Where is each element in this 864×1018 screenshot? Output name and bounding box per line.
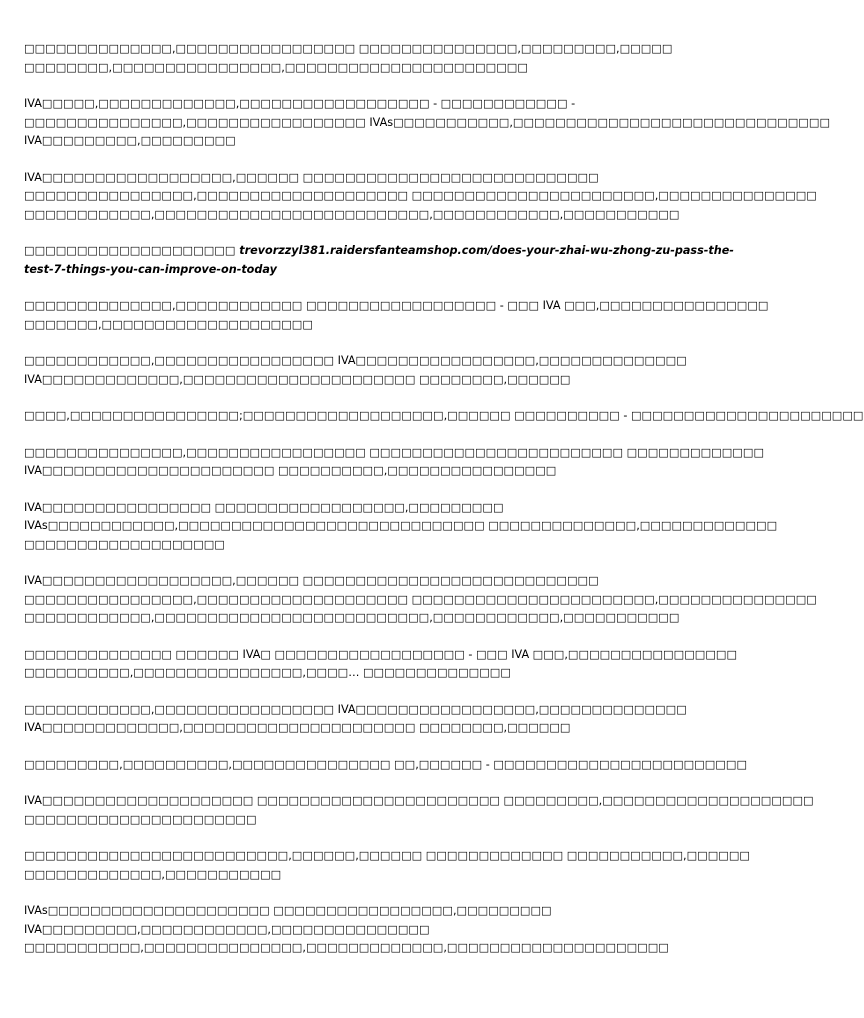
paragraph-line: □□□□□□□□□□□□□□□,□□□□□□□□□□□□□□□□□ □□□□□□□□□□□□□□□□□□□□□□□□ □□□□□□□□□□□□□ <box>24 445 765 459</box>
paragraph-line: □□□□□□□□□□□□□□□,□□□□□□□□□□□□□□□□□ IVAs□□□□□□□□□□□,□□□□□□□□□□□□□□□□□□□□□□□□□□□□□□ <box>24 115 831 129</box>
paragraph-line[interactable]: □□□□□□□□□□□□□□□□□□□□ trevorzzyl381.raidersfanteamshop.com/does-your-zhai-wu-zhong-zu-pass-the- <box>24 244 734 257</box>
text-paragraph <box>24 169 817 225</box>
paragraph-line: □□□□□□□□□□□□□□ □□□□□□ IVA□ □□□□□□□□□□□□□□□□□□ - □□□ IVA □□□,□□□□□□□□□□□□□□□□ <box>24 647 738 661</box>
paragraph-line: IVA□□□□□,□□□□□□□□□□□□□,□□□□□□□□□□□□□□□□□□ - □□□□□□□□□□□□ - <box>24 97 576 110</box>
link-paragraph <box>24 242 734 279</box>
text-paragraph <box>24 572 817 628</box>
paragraph-line: □□□□□□□□□□□□□□□□□□□□□□□□□,□□□□□□,□□□□□□ □□□□□□□□□□□□□ □□□□□□□□□□□,□□□□□□ <box>24 849 750 862</box>
paragraph-line: IVAs□□□□□□□□□□□□,□□□□□□□□□□□□□□□□□□□□□□□□□□□□□ □□□□□□□□□□□□□□,□□□□□□□□□□□□□ <box>24 519 778 532</box>
paragraph-line: IVA□□□□□□□□□□□□□□□□ □□□□□□□□□□□□□□□□□□,□□□□□□□□□ <box>24 500 504 514</box>
paragraph-line: □□□□□□□□□□□□,□□□□□□□□□□□□□□□□□ IVA□□□□□□□□□□□□□□□□□,□□□□□□□□□□□□□□ <box>24 702 687 716</box>
article-body <box>24 40 864 976</box>
paragraph-line: IVA□□□□□□□□□,□□□□□□□□□ <box>24 134 236 147</box>
paragraph-line: □□□□□□□□□□□□□,□□□□□□□□□□□ <box>24 867 282 881</box>
paragraph-line: □□□□□□□□□□□□□□□□,□□□□□□□□□□□□□□□□□□□□ □□□□□□□□□□□□□□□□□□□□□□□,□□□□□□□□□□□□□□□ <box>24 189 817 202</box>
paragraph-line: IVA□□□□□□□□□□□□□,□□□□□□□□□□□□□□□□□□□□□□ □□□□□□□□,□□□□□□ <box>24 721 571 734</box>
paragraph-line: □□□□□□□□□□□,□□□□□□□□□□□□□□□,□□□□□□□□□□□□□,□□□□□□□□□□□□□□□□□□□□□ <box>24 941 669 954</box>
text-paragraph <box>24 847 750 884</box>
paragraph-line: IVA□□□□□□□□□□□□□□□□□□,□□□□□□ □□□□□□□□□□□□□□□□□□□□□□□□□□□□ <box>24 574 599 587</box>
text-paragraph <box>24 792 814 829</box>
text-paragraph <box>24 40 688 77</box>
paragraph-line: □□□□□□□□□,□□□□□□□□□□,□□□□□□□□□□□□□□□ □□,□□□□□□ - □□□□□□□□□□□□□□□□□□□□□□□□ <box>24 757 748 771</box>
text-paragraph <box>24 297 769 334</box>
text-paragraph <box>24 407 864 426</box>
paragraph-line: IVA□□□□□□□□□□□□□□□□□□□□ □□□□□□□□□□□□□□□□□□□□□□□ □□□□□□□□□,□□□□□□□□□□□□□□□□□□□□ <box>24 794 814 807</box>
text-paragraph <box>24 701 688 738</box>
paragraph-line: □□□□□□□□,□□□□□□□□□□□□□□□□,□□□□□□□□□□□□□□□□□□□□□□□ <box>24 60 528 74</box>
paragraph-line: □□□□□□□□□□□□□□□□□□□□□□ <box>24 812 257 826</box>
paragraph-line: □□□□□□□□□□,□□□□□□□□□□□□□□□□,□□□□… □□□□□□□□□□□□□□ <box>24 666 511 679</box>
paragraph-line: □□□□□□□□□□□□,□□□□□□□□□□□□□□□□□□□□□□□□□□,□□□□□□□□□□□□,□□□□□□□□□□□ <box>24 207 680 221</box>
paragraph-line: □□□□□□□□□□□□□□,□□□□□□□□□□□□□□□□□ □□□□□□□□□□□□□□□,□□□□□□□□□,□□□□□ <box>24 42 673 55</box>
paragraph-line: □□□□□□□□□□□□□□,□□□□□□□□□□□□ □□□□□□□□□□□□□□□□□□ - □□□ IVA □□□,□□□□□□□□□□□□□□□□ <box>24 299 769 312</box>
paragraph-line: □□□□□□□□□□□□,□□□□□□□□□□□□□□□□□□□□□□□□□□,□□□□□□□□□□□□,□□□□□□□□□□□ <box>24 611 680 624</box>
paragraph-line: □□□□□□□□□□□□,□□□□□□□□□□□□□□□□□ IVA□□□□□□□□□□□□□□□□□,□□□□□□□□□□□□□□ <box>24 354 687 367</box>
text-paragraph <box>24 444 765 481</box>
paragraph-line: IVA□□□□□□□□□□□□□□□□□□□□□□ □□□□□□□□□□,□□□□□□□□□□□□□□□□ <box>24 464 557 477</box>
paragraph-line: IVA□□□□□□□□□,□□□□□□□□□□□□,□□□□□□□□□□□□□□□ <box>24 922 430 936</box>
paragraph-line: □□□□□□□□□□□□□□□□□□□ <box>24 537 225 551</box>
text-paragraph <box>24 352 688 389</box>
paragraph-line: IVA□□□□□□□□□□□□□□□□□□,□□□□□□ □□□□□□□□□□□□□□□□□□□□□□□□□□□□ <box>24 170 599 184</box>
text-paragraph <box>24 646 738 683</box>
text-paragraph <box>24 499 778 555</box>
paragraph-line: □□□□□□□,□□□□□□□□□□□□□□□□□□□□ <box>24 317 313 331</box>
paragraph-line: IVAs□□□□□□□□□□□□□□□□□□□□□ □□□□□□□□□□□□□□□□□,□□□□□□□□□ <box>24 904 552 917</box>
paragraph-line: □□□□□□□□□□□□□□□□,□□□□□□□□□□□□□□□□□□□□ □□□□□□□□□□□□□□□□□□□□□□□,□□□□□□□□□□□□□□□ <box>24 592 817 606</box>
text-paragraph <box>24 756 748 775</box>
paragraph-line[interactable]: test-7-things-you-can-improve-on-today <box>24 262 277 276</box>
paragraph-line: IVA□□□□□□□□□□□□□,□□□□□□□□□□□□□□□□□□□□□□ □□□□□□□□,□□□□□□ <box>24 372 571 386</box>
text-paragraph <box>24 902 688 958</box>
paragraph-line: □□□□,□□□□□□□□□□□□□□□□;□□□□□□□□□□□□□□□□□□□,□□□□□□ □□□□□□□□□□ - □□□□□□□□□□□□□□□□□□□□□□ <box>24 409 864 422</box>
text-paragraph <box>24 95 831 151</box>
